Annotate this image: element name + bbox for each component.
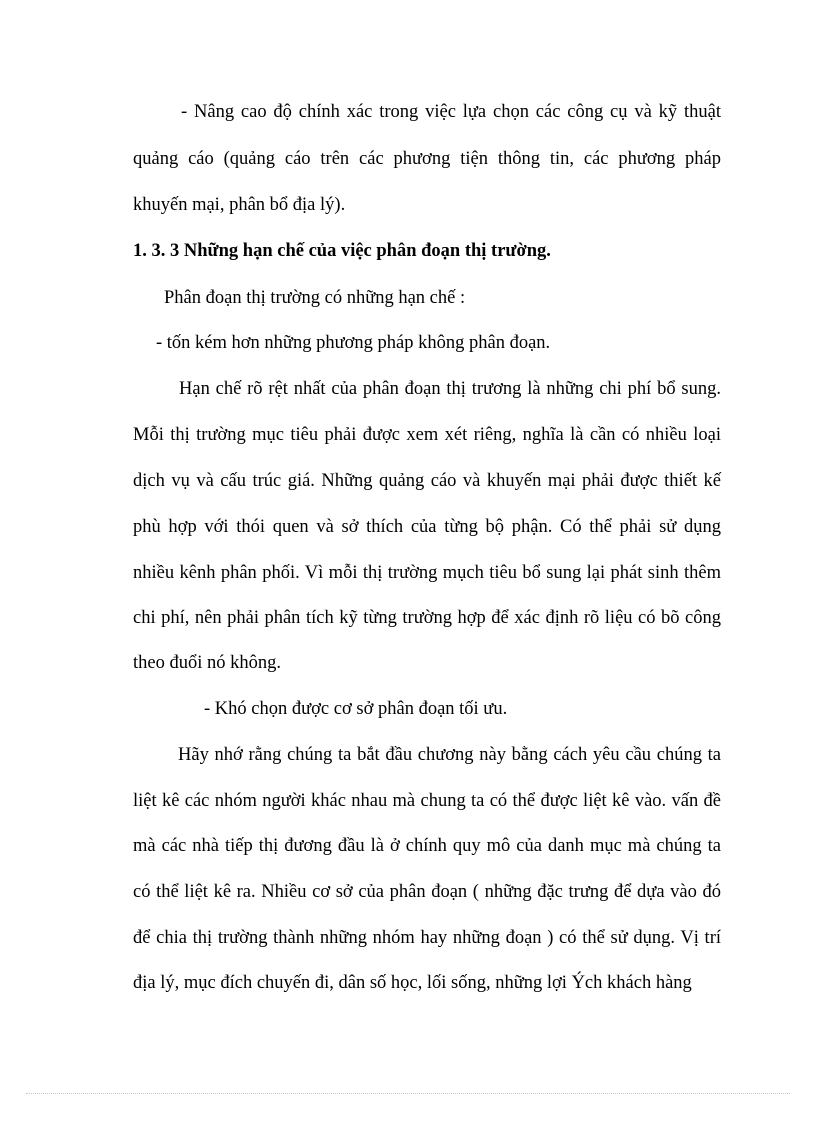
paragraph-line: theo đuổi nó không. <box>133 653 281 673</box>
paragraph-line: liệt kê các nhóm người khác nhau mà chung ta có thể được liệt kê vào. vấn đề <box>133 791 721 811</box>
paragraph-line: Hạn chế rõ rệt nhất của phân đoạn thị trương là những chi phí bổ sung. <box>179 379 721 399</box>
paragraph-line: có thể liệt kê ra. Nhiều cơ sở của phân đoạn ( những đặc trưng để dựa vào đó <box>133 882 721 902</box>
paragraph-line: - Nâng cao độ chính xác trong việc lựa chọn các công cụ và kỹ thuật <box>181 102 721 122</box>
paragraph-line: nhiều kênh phân phối. Vì mỗi thị trường mụch tiêu bổ sung lại phát sinh thêm <box>133 563 721 583</box>
paragraph-line: khuyến mại, phân bổ địa lý). <box>133 195 346 215</box>
list-item: - tốn kém hơn những phương pháp không phân đoạn. <box>156 333 551 353</box>
paragraph-line: Hãy nhớ rằng chúng ta bắt đầu chương này bằng cách yêu cầu chúng ta <box>178 745 721 765</box>
paragraph-line: dịch vụ và cấu trúc giá. Những quảng cáo và khuyến mại phải được thiết kế <box>133 471 721 491</box>
paragraph-line: Phân đoạn thị trường có những hạn chế : <box>164 288 466 308</box>
paragraph-line: để chia thị trường thành những nhóm hay những đoạn ) có thể sử dụng. Vị trí <box>133 928 721 948</box>
list-item: - Khó chọn được cơ sở phân đoạn tối ưu. <box>204 699 508 719</box>
paragraph-line: quảng cáo (quảng cáo trên các phương tiện thông tin, các phương pháp <box>133 149 721 169</box>
paragraph-line: địa lý, mục đích chuyến đi, dân số học, lối sống, những lợi Ých khách hàng <box>133 973 692 993</box>
paragraph-line: chi phí, nên phải phân tích kỹ từng trường hợp để xác định rõ liệu có bõ công <box>133 608 721 628</box>
section-heading: 1. 3. 3 Những hạn chế của việc phân đoạn thị trường. <box>133 241 551 261</box>
page-bottom-divider <box>26 1093 790 1094</box>
paragraph-line: Mỗi thị trường mục tiêu phải được xem xét riêng, nghĩa là cần có nhiều loại <box>133 425 721 445</box>
paragraph-line: mà các nhà tiếp thị đương đầu là ở chính quy mô của danh mục mà chúng ta <box>133 836 721 856</box>
paragraph-line: phù hợp với thói quen và sở thích của từng bộ phận. Có thể phải sử dụng <box>133 517 721 537</box>
